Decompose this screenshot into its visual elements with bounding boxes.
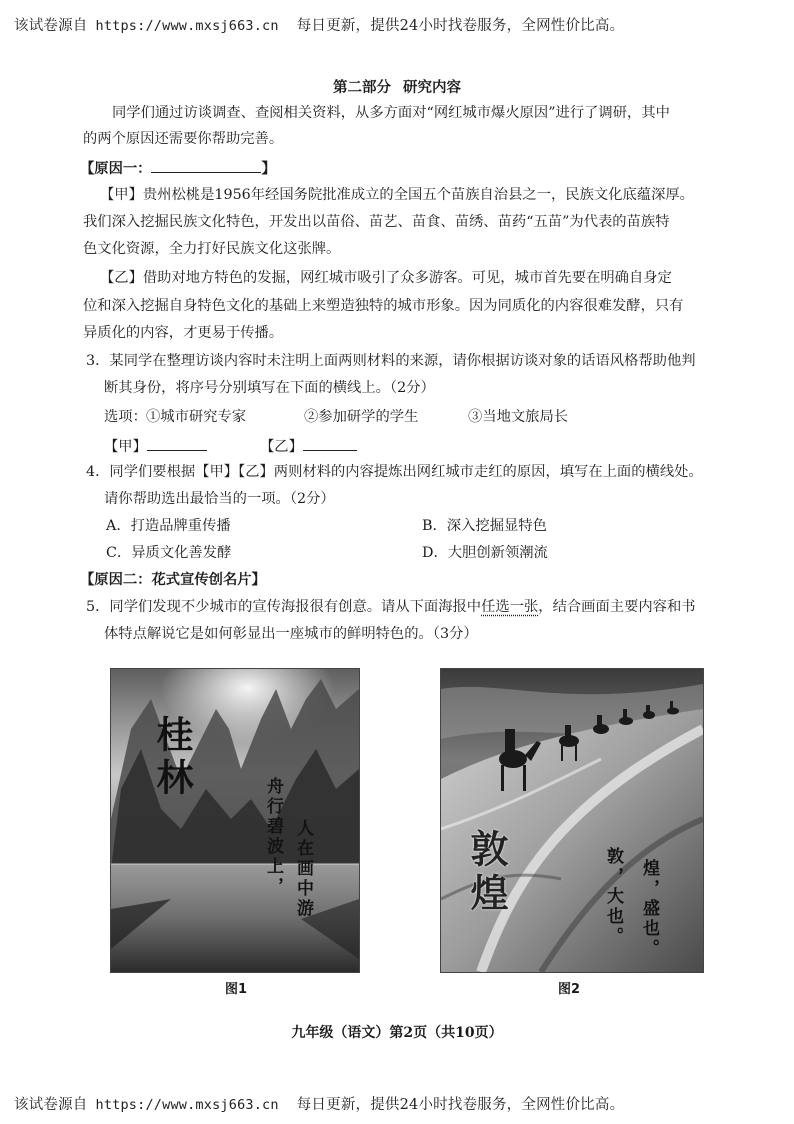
q3-blank-jia: [104, 436, 207, 456]
intro-line-2: 的两个原因还需要你帮助完善。: [83, 131, 284, 147]
poster-guilin-verse-a: 舟行碧波上，: [263, 777, 283, 897]
material-jia-line-1: 【甲】贵州松桃是1956年经国务院批准成立的全国五个苗族自治县之一，民族文化底蕴深厚。: [100, 187, 694, 203]
reason-one-open: 【原因一：: [80, 161, 152, 177]
q3-options-label: 选项：: [104, 409, 147, 425]
material-yi-line-2: 位和深入挖掘自身特色文化的基础上来塑造独特的城市形象。因为同质化的内容很难发酵，只有: [83, 298, 684, 314]
q5-line-1: [86, 598, 696, 616]
q3-option-1: ①城市研究专家: [146, 409, 247, 425]
banner-url[interactable]: https://www.mxsj663.cn: [95, 18, 279, 34]
q3-blank-jia-label: 【甲】: [104, 439, 147, 455]
material-jia-line-3: 色文化资源，全力打好民族文化这张牌。: [83, 241, 341, 257]
q3-blank-yi: [260, 436, 357, 456]
banner-url-bottom[interactable]: https://www.mxsj663.cn: [95, 1097, 279, 1113]
q5-line-2: 体特点解说它是如何彰显出一座城市的鲜明特色的。（3分）: [104, 626, 478, 642]
q3-blank-yi-label: 【乙】: [260, 439, 303, 455]
material-yi-line-1: 【乙】借助对地方特色的发掘，网红城市吸引了众多游客。可见，城市首先要在明确自身定: [100, 270, 672, 286]
section-title: 研究内容: [403, 79, 461, 96]
q5-line-1-a: 5．同学们发现不少城市的宣传海报很有创意。请从下面海报中: [86, 599, 482, 615]
poster-dunhuang-caption: 图2: [558, 982, 581, 997]
banner-suffix: 每日更新，提供24小时找卷服务，全网性价比高。: [296, 18, 625, 34]
q5-emphasis: 任选一张: [481, 599, 539, 615]
q4-line-1: 4．同学们要根据【甲】【乙】两则材料的内容提炼出网红城市走红的原因，填写在上面的横线处。: [86, 464, 703, 480]
material-yi-line-3: 异质化的内容，才更易于传播。: [83, 325, 284, 341]
reason-one-blank[interactable]: [151, 158, 261, 173]
top-banner: [14, 14, 624, 35]
reason-one-close: 】: [261, 161, 276, 177]
section-heading: [0, 79, 794, 97]
bottom-banner: [14, 1093, 624, 1114]
banner-suffix-bottom: 每日更新，提供24小时找卷服务，全网性价比高。: [296, 1097, 625, 1113]
q3-option-3: ③当地文旅局长: [468, 409, 569, 425]
poster-dunhuang: [440, 668, 704, 973]
poster-guilin: [110, 668, 360, 973]
poster-dunhuang-title: 敦煌: [464, 829, 509, 917]
dunhuang-desert-illustration: [441, 669, 703, 972]
q3-option-2: ②参加研学的学生: [304, 409, 419, 425]
q3-line-2: 断其身份，将序号分别填写在下面的横线上。（2分）: [104, 380, 435, 396]
section-part: 第二部分: [333, 79, 391, 96]
q3-blank-yi-line[interactable]: [303, 436, 357, 451]
q4-line-2: 请你帮助选出最恰当的一项。（2分）: [104, 491, 335, 507]
poster-guilin-verse-b: 人在画中游: [293, 819, 313, 919]
q4-option-b: B．深入挖掘显特色: [422, 518, 547, 534]
reason-two: 【原因二：花式宣传创名片】: [80, 572, 266, 588]
poster-guilin-title: 桂林: [150, 715, 194, 801]
page-footer: 九年级（语文）第2页（共10页）: [291, 1025, 503, 1041]
q5-line-1-b: ，结合画面主要内容和书: [538, 599, 696, 615]
reason-one: [80, 158, 276, 178]
q4-option-c: C．异质文化善发酵: [106, 545, 232, 561]
banner-prefix: 该试卷源自: [14, 18, 88, 34]
q3-line-1: 3．某同学在整理访谈内容时未注明上面两则材料的来源，请你根据访谈对象的话语风格帮助他判: [86, 353, 696, 369]
banner-prefix-bottom: 该试卷源自: [14, 1097, 88, 1113]
poster-guilin-caption: 图1: [225, 982, 248, 997]
q4-option-d: D．大胆创新领潮流: [422, 545, 548, 561]
poster-dunhuang-verse-a: 敦，大也。: [603, 847, 623, 947]
material-jia-line-2: 我们深入挖掘民族文化特色，开发出以苗俗、苗艺、苗食、苗绣、苗药“五苗”为代表的苗族特: [83, 214, 670, 230]
poster-dunhuang-verse-b: 煌，盛也。: [639, 859, 659, 959]
intro-line-1: 同学们通过访谈调查、查阅相关资料，从多方面对“网红城市爆火原因”进行了调研，其中: [112, 105, 670, 121]
q3-blank-jia-line[interactable]: [147, 436, 207, 451]
q4-option-a: A．打造品牌重传播: [106, 518, 231, 534]
